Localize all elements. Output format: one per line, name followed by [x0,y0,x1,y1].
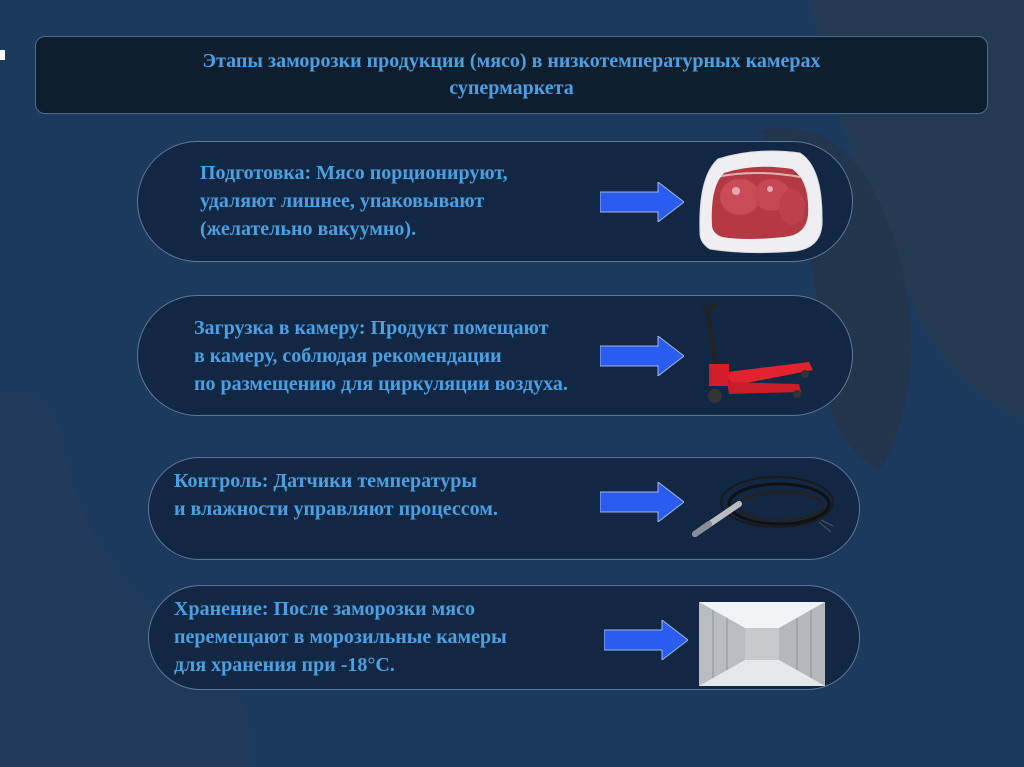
stage-text-line: Хранение: После заморозки мясо [174,598,476,620]
slide-bullet [0,50,5,60]
stage-text-line: (желательно вакуумно). [200,218,417,240]
stage-storage [148,585,860,690]
pallet-jack-image [691,302,815,412]
stage-text-line: и влажности управляют процессом. [174,498,498,520]
arrow-right-icon [600,182,684,222]
arrow-right-icon [604,620,688,660]
stage-text-line: в камеру, соблюдая рекомендации [194,345,502,367]
title-line-1: Этапы заморозки продукции (мясо) в низкотемпературных камерах [202,50,821,72]
stage-text-line: Контроль: Датчики температуры [174,470,477,492]
title-line-2: супермаркета [449,77,574,99]
stage-text-line: перемещают в морозильные камеры [174,626,507,648]
stage-loading [137,295,853,416]
stage-text-line: Подготовка: Мясо порционируют, [200,162,508,184]
arrow-right-icon [600,336,684,376]
freezer-room-image [699,602,825,686]
vacuum-packed-meat-image [696,147,826,255]
stage-text-line: Загрузка в камеру: Продукт помещают [194,317,549,339]
title-box [35,36,988,114]
arrow-right-icon [600,482,684,522]
slide-title [102,48,922,102]
stage-storage-text [174,595,507,679]
stage-text-line: удаляют лишнее, упаковывают [200,190,485,212]
stage-control [148,457,860,560]
stage-control-text [174,467,498,523]
temperature-sensor-probe-image [689,470,835,548]
stage-text-line: по размещению для циркуляции воздуха. [194,373,568,395]
stage-text-line: для хранения при -18°C. [174,654,395,676]
stage-preparation-text [200,159,508,243]
stage-preparation [137,141,853,262]
stage-loading-text [194,314,568,398]
